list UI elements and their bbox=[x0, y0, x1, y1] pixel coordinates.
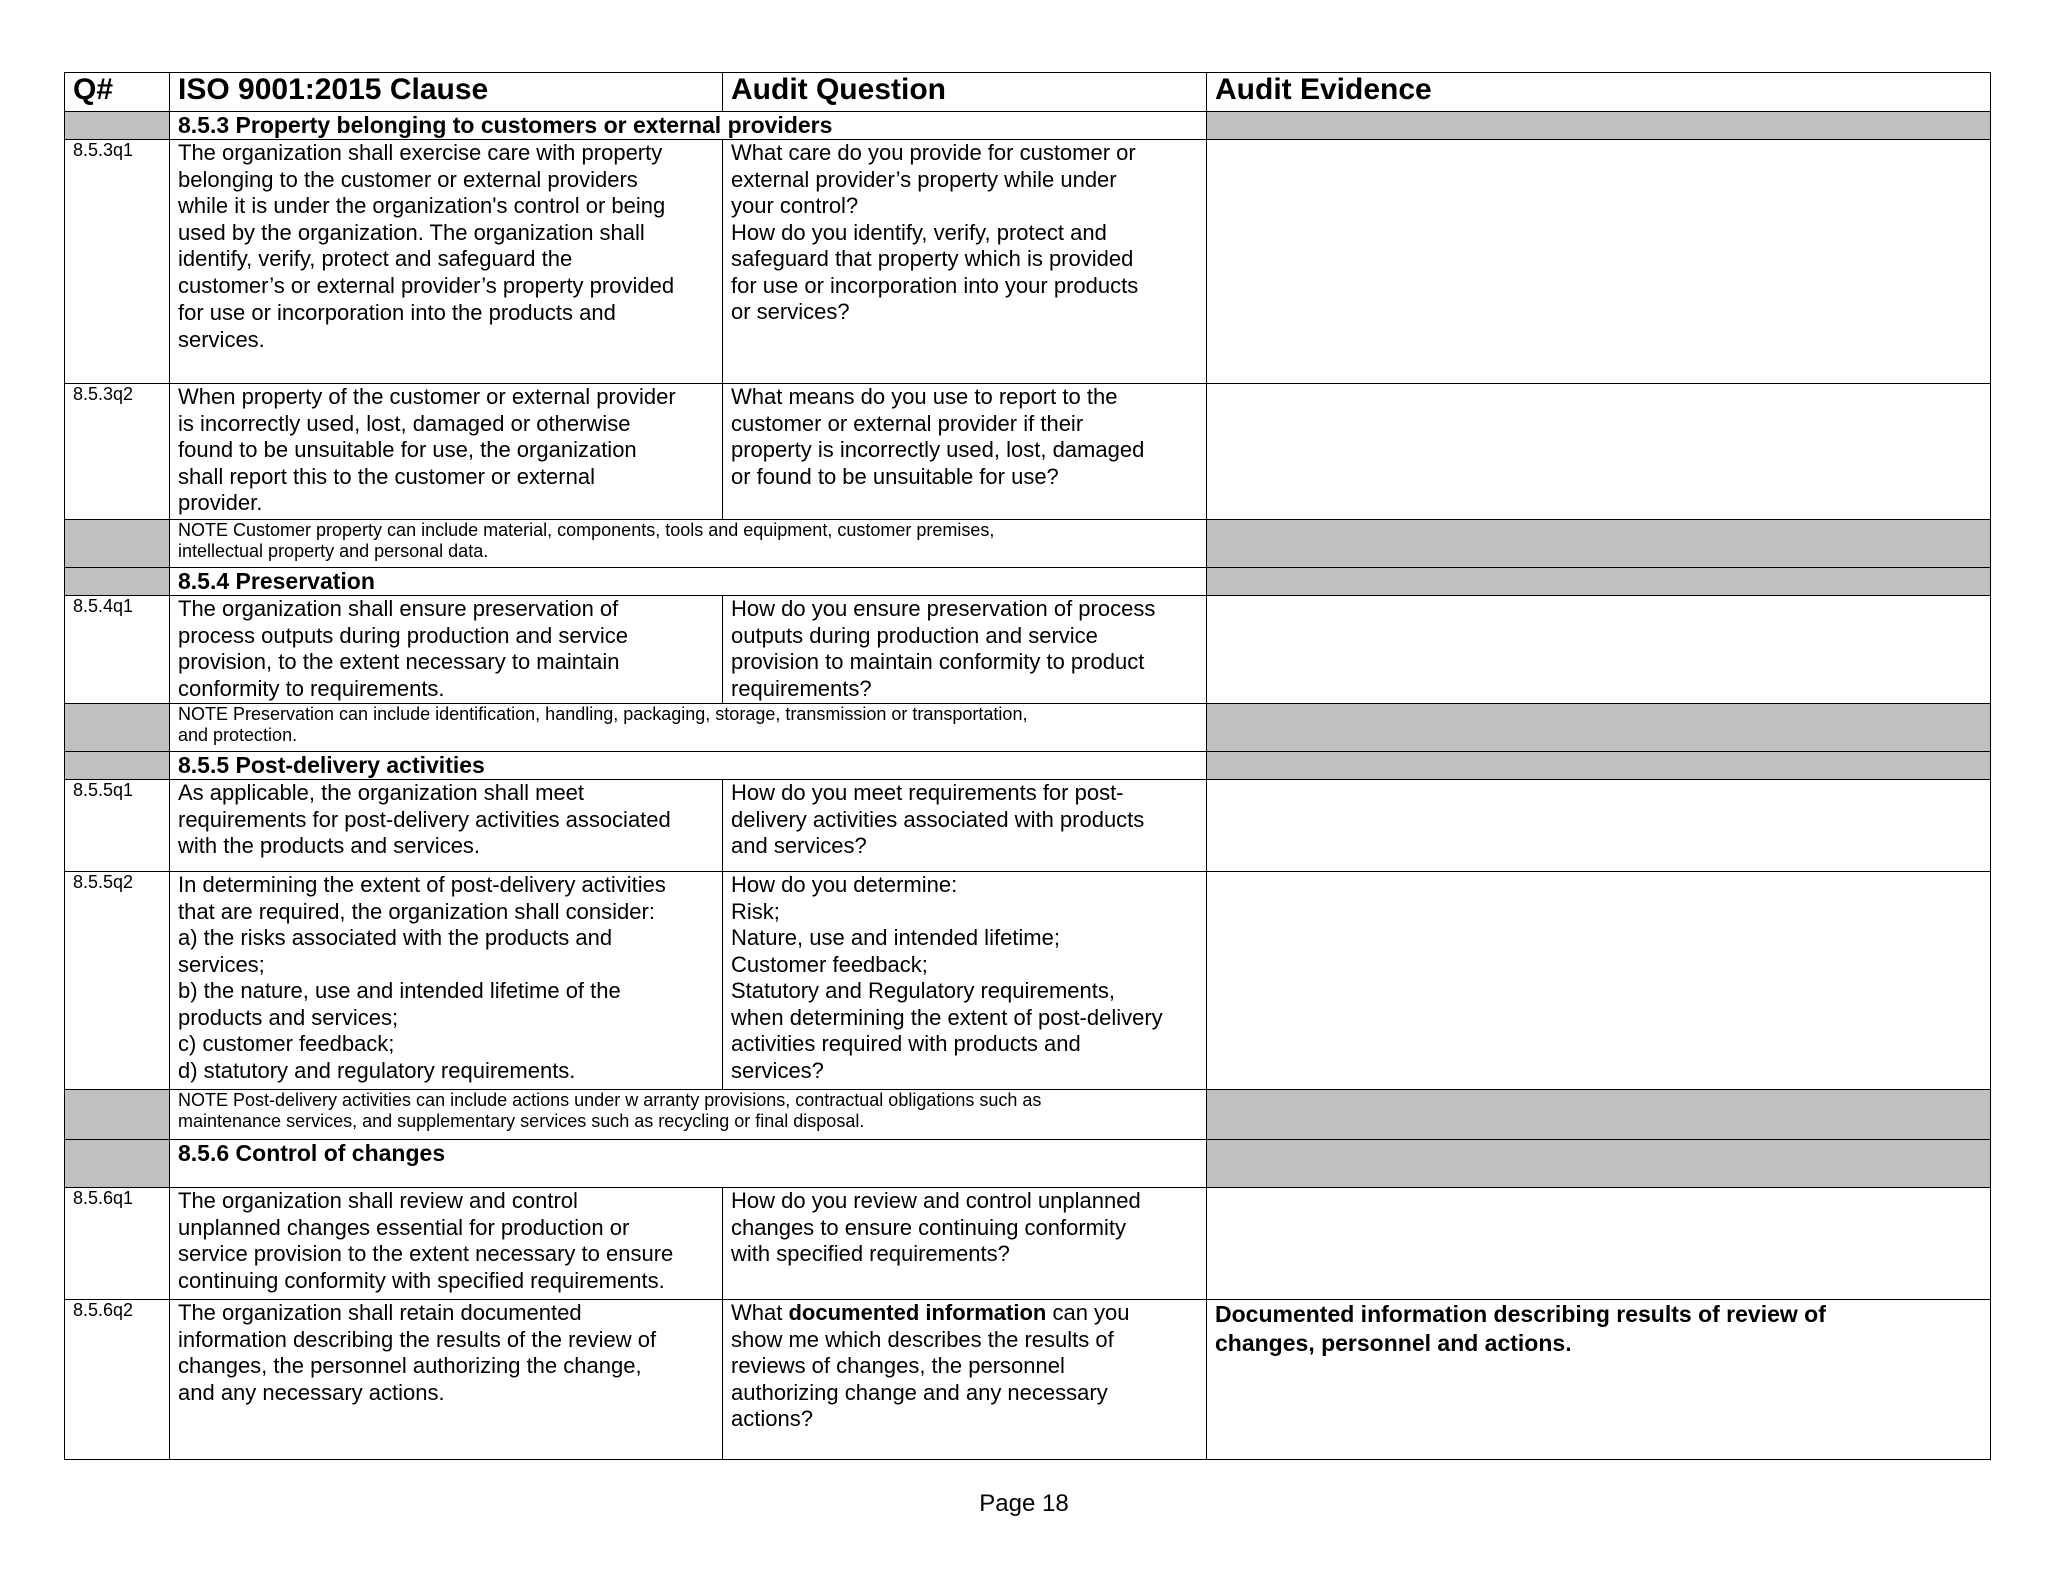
clause-line: while it is under the organization's control or being bbox=[178, 193, 666, 218]
clause-line: that are required, the organization shall consider: bbox=[178, 898, 655, 924]
audit-question bbox=[723, 1300, 1207, 1460]
note-text bbox=[170, 1090, 1207, 1140]
audit-evidence-cell[interactable] bbox=[1207, 140, 1991, 384]
section-row-855 bbox=[65, 752, 1991, 780]
section-spacer bbox=[65, 112, 170, 140]
audit-table bbox=[64, 72, 1991, 1460]
section-evidence-spacer bbox=[1207, 752, 1991, 780]
clause-line: provision, to the extent necessary to maintain bbox=[178, 649, 620, 674]
note-text bbox=[170, 704, 1207, 752]
evidence-line: Documented information describing results of review of bbox=[1215, 1301, 1826, 1327]
question-line: How do you review and control unplanned bbox=[731, 1188, 1141, 1213]
question-id: 8.5.3q2 bbox=[65, 384, 170, 520]
note-spacer bbox=[65, 704, 170, 752]
note-text bbox=[170, 520, 1207, 568]
audit-question bbox=[723, 1188, 1207, 1300]
question-line: Customer feedback; bbox=[731, 951, 928, 977]
table-row bbox=[65, 596, 1991, 704]
clause-text bbox=[170, 140, 723, 384]
question-line: activities required with products and bbox=[731, 1031, 1081, 1056]
clause-line: identify, verify, protect and safeguard the bbox=[178, 246, 573, 271]
header-evidence: Audit Evidence bbox=[1207, 73, 1991, 112]
clause-line: The organization shall retain documented bbox=[178, 1300, 582, 1325]
question-id: 8.5.5q1 bbox=[65, 780, 170, 872]
question-line: actions? bbox=[731, 1406, 813, 1431]
audit-evidence-cell[interactable] bbox=[1207, 384, 1991, 520]
section-title: 8.5.6 Control of changes bbox=[170, 1140, 1207, 1188]
note-line: maintenance services, and supplementary services such as recycling or final disposal. bbox=[178, 1111, 865, 1131]
question-line: authorizing change and any necessary bbox=[731, 1379, 1108, 1405]
clause-line: shall report this to the customer or external bbox=[178, 463, 595, 489]
clause-line: In determining the extent of post-delivery activities bbox=[178, 872, 666, 897]
clause-line: products and services; bbox=[178, 1004, 399, 1030]
audit-question bbox=[723, 596, 1207, 704]
clause-line: The organization shall exercise care with property bbox=[178, 140, 663, 165]
section-title: 8.5.3 Property belonging to customers or external providers bbox=[170, 112, 1207, 140]
header-qnum: Q# bbox=[65, 73, 170, 112]
question-id: 8.5.4q1 bbox=[65, 596, 170, 704]
question-line: changes to ensure continuing conformity bbox=[731, 1214, 1127, 1240]
question-id: 8.5.6q2 bbox=[65, 1300, 170, 1460]
question-line: Nature, use and intended lifetime; bbox=[731, 925, 1060, 950]
audit-evidence-cell[interactable] bbox=[1207, 596, 1991, 704]
section-row-854 bbox=[65, 568, 1991, 596]
clause-line: requirements for post-delivery activities associated bbox=[178, 806, 671, 832]
question-prefix: What bbox=[731, 1300, 789, 1325]
clause-line: The organization shall ensure preservation of bbox=[178, 596, 619, 621]
clause-line: changes, the personnel authorizing the change, bbox=[178, 1353, 642, 1378]
clause-line: c) customer feedback; bbox=[178, 1031, 395, 1056]
question-line: How do you identify, verify, protect and bbox=[731, 219, 1107, 245]
clause-line: used by the organization. The organization shall bbox=[178, 219, 645, 245]
note-line: NOTE Post-delivery activities can include actions under w arranty provisions, contractual obligations such as bbox=[178, 1090, 1042, 1110]
clause-text bbox=[170, 872, 723, 1090]
section-title: 8.5.5 Post-delivery activities bbox=[170, 752, 1207, 780]
clause-line: and any necessary actions. bbox=[178, 1379, 445, 1405]
clause-line: found to be unsuitable for use, the organization bbox=[178, 437, 637, 462]
clause-line: with the products and services. bbox=[178, 833, 481, 858]
clause-text bbox=[170, 384, 723, 520]
section-evidence-spacer bbox=[1207, 112, 1991, 140]
clause-line: continuing conformity with specified requirements. bbox=[178, 1267, 665, 1293]
table-row bbox=[65, 1188, 1991, 1300]
section-evidence-spacer bbox=[1207, 568, 1991, 596]
table-row bbox=[65, 872, 1991, 1090]
clause-text bbox=[170, 780, 723, 872]
clause-line: service provision to the extent necessary to ensure bbox=[178, 1241, 674, 1266]
clause-line: d) statutory and regulatory requirements. bbox=[178, 1057, 576, 1083]
clause-line: unplanned changes essential for production or bbox=[178, 1214, 630, 1240]
clause-line: services. bbox=[178, 326, 265, 352]
question-line: your control? bbox=[731, 193, 859, 218]
question-line: services? bbox=[731, 1057, 824, 1083]
note-row-855 bbox=[65, 1090, 1991, 1140]
section-row-856 bbox=[65, 1140, 1991, 1188]
question-line: What means do you use to report to the bbox=[731, 384, 1118, 409]
note-spacer bbox=[65, 1090, 170, 1140]
audit-question bbox=[723, 780, 1207, 872]
header-question: Audit Question bbox=[723, 73, 1207, 112]
audit-evidence-cell[interactable] bbox=[1207, 1300, 1991, 1460]
audit-evidence-cell[interactable] bbox=[1207, 780, 1991, 872]
question-line: customer or external provider if their bbox=[731, 410, 1084, 436]
note-evidence-spacer bbox=[1207, 1090, 1991, 1140]
table-row bbox=[65, 1300, 1991, 1460]
question-id: 8.5.3q1 bbox=[65, 140, 170, 384]
clause-line: b) the nature, use and intended lifetime of the bbox=[178, 978, 621, 1003]
section-spacer bbox=[65, 568, 170, 596]
section-row-853 bbox=[65, 112, 1991, 140]
question-line: How do you ensure preservation of process bbox=[731, 596, 1156, 621]
clause-text bbox=[170, 596, 723, 704]
note-row-854 bbox=[65, 704, 1991, 752]
question-line: show me which describes the results of bbox=[731, 1326, 1114, 1352]
question-line: Risk; bbox=[731, 898, 780, 924]
question-bold-term: documented information bbox=[788, 1300, 1047, 1325]
note-line: intellectual property and personal data. bbox=[178, 541, 489, 561]
question-line: or services? bbox=[731, 299, 850, 324]
audit-question bbox=[723, 384, 1207, 520]
question-line: How do you meet requirements for post- bbox=[731, 780, 1124, 805]
question-line: How do you determine: bbox=[731, 872, 958, 897]
note-row-853 bbox=[65, 520, 1991, 568]
audit-evidence-cell[interactable] bbox=[1207, 1188, 1991, 1300]
section-spacer bbox=[65, 752, 170, 780]
note-line: and protection. bbox=[178, 725, 298, 745]
note-evidence-spacer bbox=[1207, 704, 1991, 752]
section-title: 8.5.4 Preservation bbox=[170, 568, 1207, 596]
clause-line: information describing the results of the review of bbox=[178, 1326, 657, 1352]
section-evidence-spacer bbox=[1207, 1140, 1991, 1188]
page-number: Page 18 bbox=[979, 1490, 1069, 1517]
question-id: 8.5.5q2 bbox=[65, 872, 170, 1090]
table-row bbox=[65, 384, 1991, 520]
section-spacer bbox=[65, 1140, 170, 1188]
clause-line: conformity to requirements. bbox=[178, 675, 445, 701]
clause-line: services; bbox=[178, 951, 265, 977]
question-line: with specified requirements? bbox=[731, 1241, 1010, 1266]
header-row bbox=[65, 73, 1991, 112]
note-spacer bbox=[65, 520, 170, 568]
question-first-line bbox=[731, 1300, 1198, 1327]
clause-line: As applicable, the organization shall meet bbox=[178, 780, 585, 805]
clause-line: provider. bbox=[178, 490, 263, 515]
question-line: external provider’s property while under bbox=[731, 166, 1117, 192]
question-id: 8.5.6q1 bbox=[65, 1188, 170, 1300]
question-line: reviews of changes, the personnel bbox=[731, 1353, 1065, 1378]
audit-evidence-cell[interactable] bbox=[1207, 872, 1991, 1090]
audit-question bbox=[723, 140, 1207, 384]
evidence-line: changes, personnel and actions. bbox=[1215, 1330, 1572, 1356]
question-line: and services? bbox=[731, 833, 867, 858]
question-line: when determining the extent of post-delivery bbox=[731, 1004, 1163, 1030]
question-line: property is incorrectly used, lost, damaged bbox=[731, 437, 1145, 462]
clause-text bbox=[170, 1188, 723, 1300]
question-line: or found to be unsuitable for use? bbox=[731, 463, 1059, 489]
clause-line: When property of the customer or external provider bbox=[178, 384, 676, 409]
note-evidence-spacer bbox=[1207, 520, 1991, 568]
clause-line: is incorrectly used, lost, damaged or otherwise bbox=[178, 410, 631, 436]
clause-line: The organization shall review and control bbox=[178, 1188, 578, 1213]
question-line: requirements? bbox=[731, 675, 872, 701]
clause-line: for use or incorporation into the products and bbox=[178, 300, 616, 325]
question-line: Statutory and Regulatory requirements, bbox=[731, 978, 1115, 1003]
note-line: NOTE Customer property can include material, components, tools and equipment, customer premises, bbox=[178, 520, 995, 540]
question-line: for use or incorporation into your products bbox=[731, 272, 1139, 298]
question-line: provision to maintain conformity to product bbox=[731, 649, 1145, 674]
question-line: outputs during production and service bbox=[731, 622, 1098, 648]
clause-text bbox=[170, 1300, 723, 1460]
question-line: delivery activities associated with products bbox=[731, 806, 1145, 832]
note-line: NOTE Preservation can include identification, handling, packaging, storage, transmission or transportation, bbox=[178, 704, 1028, 724]
question-line: What care do you provide for customer or bbox=[731, 140, 1136, 165]
audit-question bbox=[723, 872, 1207, 1090]
clause-line: a) the risks associated with the products and bbox=[178, 925, 613, 950]
question-suffix: can you bbox=[1046, 1300, 1130, 1325]
table-row bbox=[65, 140, 1991, 384]
clause-line: process outputs during production and service bbox=[178, 622, 629, 648]
clause-line: customer’s or external provider’s property provided bbox=[178, 272, 675, 298]
header-clause: ISO 9001:2015 Clause bbox=[170, 73, 723, 112]
question-line: safeguard that property which is provided bbox=[731, 246, 1134, 271]
table-row bbox=[65, 780, 1991, 872]
clause-line: belonging to the customer or external providers bbox=[178, 166, 638, 192]
